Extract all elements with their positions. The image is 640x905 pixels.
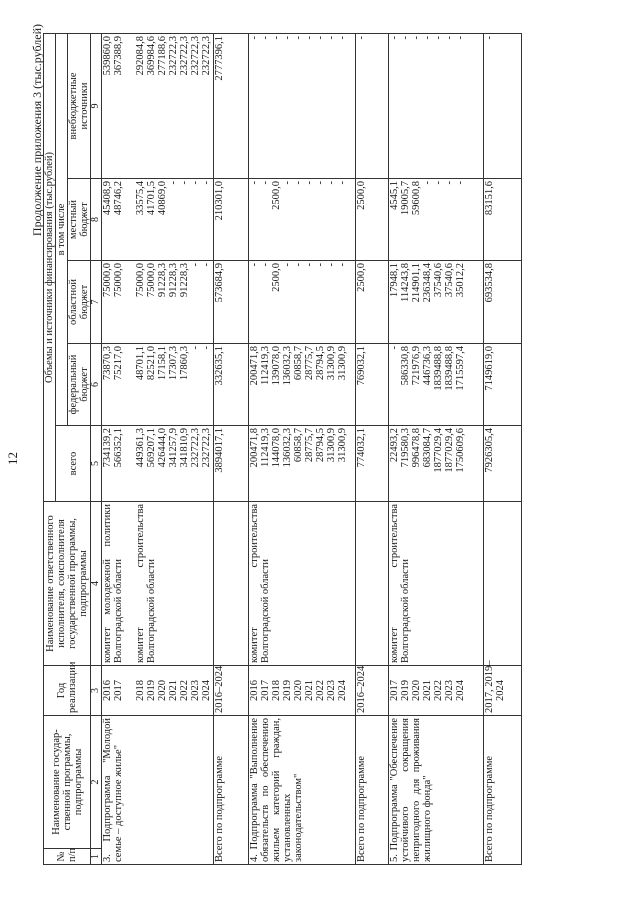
header-funding: Объемы и источники финансирования (тыс.рублей)	[44, 33, 56, 501]
subprogram-name: 5. Подпрограмма "Обеспечение устойчивого сокращения непригодного для проживания жилищного фонда"	[389, 716, 484, 865]
federal-cell: 7149619,0	[484, 344, 522, 426]
regional-cell: 17948,1 114243,8 214901,1 236348,4 37540,6 37540,6 35012,2	[389, 261, 484, 344]
column-number: 1	[91, 849, 102, 865]
column-number: 8	[91, 179, 102, 261]
column-number: 2	[91, 716, 102, 849]
column-number: 9	[91, 33, 102, 178]
header-executor: Наименование ответственного исполнителя, соисполнителя государственной программы, подпрограммы	[44, 502, 91, 666]
local-cell: 2500,0	[356, 179, 389, 261]
extrabudget-cell: - - - - - - -	[389, 33, 484, 178]
years-cell: 2017 2019 2020 2021 2022 2023 2024	[389, 666, 484, 716]
header-year: Год реализации	[44, 666, 91, 716]
column-number-row	[91, 33, 102, 864]
regional-cell: 573684,9	[214, 261, 249, 344]
local-cell: 45408,9 48746,2 33575,4 41701,5 40869,0 - - - -	[102, 179, 214, 261]
extrabudget-cell: -	[484, 33, 522, 178]
header-program-name: Наименование государ- ственной программы, подпрограммы	[44, 716, 91, 849]
header-total: всего	[56, 426, 91, 502]
page-number: 12	[5, 452, 20, 465]
total-cell: 774032,1	[356, 426, 389, 502]
local-cell: 210301,0	[214, 179, 249, 261]
regional-cell: 75000,0 75000,0 75000,0 75000,0 91228,3 91228,3 91228,3 - -	[102, 261, 214, 344]
years-cell: 2016–2024	[356, 666, 389, 716]
executor-text: комитет строительства Волгоградской области	[135, 504, 157, 663]
column-number: 4	[91, 502, 102, 666]
header-regional: областной бюджет	[68, 261, 91, 344]
total-cell: 3894017,1	[214, 426, 249, 502]
federal-cell: 332635,1	[214, 344, 249, 426]
total-cell: 7926305,4	[484, 426, 522, 502]
local-cell: 4545,1 19005,7 59600,8 - - - -	[389, 179, 484, 261]
header-local: местный бюджет	[68, 179, 91, 261]
executor-text: комитет строительства Волгоградской области	[389, 502, 484, 666]
federal-cell: 200471,8 112419,3 139078,0 136032,3 60858,7 28775,7 28794,5 31300,9 31300,9	[249, 344, 356, 426]
total-cell: 734139,2 566352,1 449361,3 569207,1 426444,0 341257,9 341810,9 232722,3 232722,3	[102, 426, 214, 502]
executor-cell	[356, 502, 389, 666]
local-cell: 83151,6	[484, 179, 522, 261]
years-cell: 2016 2017 2018 2019 2020 2021 2022 2023 2024	[249, 666, 356, 716]
extrabudget-cell: -	[356, 33, 389, 178]
funding-table	[43, 33, 522, 865]
subprogram-row	[102, 33, 214, 864]
column-number: 7	[91, 261, 102, 344]
federal-cell: 769032,1	[356, 344, 389, 426]
subtotal-label: Всего по подпрограмме	[214, 716, 249, 865]
extrabudget-cell: - - - - - - - - -	[249, 33, 356, 178]
header-row	[44, 33, 56, 864]
subprogram-row	[389, 33, 484, 864]
federal-cell: 73870,3 75217,0 48701,1 82521,0 17158,1 17307,3 17860,3 - -	[102, 344, 214, 426]
years-cell: 2016 2017 2018 2019 2020 2021 2022 2023 2024	[102, 666, 214, 716]
regional-cell: 693534,8	[484, 261, 522, 344]
header-including: в том числе	[56, 33, 68, 425]
subprogram-name: 3. Подпрограмма "Молодой семье – доступное жилье"	[102, 716, 214, 865]
subtotal-row	[356, 33, 389, 864]
column-number: 5	[91, 426, 102, 502]
subprogram-row	[249, 33, 356, 864]
regional-cell: 2500,0	[356, 261, 389, 344]
continuation-caption: Продолжение приложения 3 (тыс.рублей)	[30, 24, 44, 237]
years-cell: 2016–2024	[214, 666, 249, 716]
subtotal-row	[484, 33, 522, 864]
years-cell: 2017, 2019– 2024	[484, 666, 522, 716]
total-cell: 200471,8 112419,3 144078,0 136032,3 60858,7 28775,7 28794,5 31300,9 31300,9	[249, 426, 356, 502]
total-cell: 22493,2 719580,3 996478,8 683084,7 1877029,4 1877029,4 1750609,6	[389, 426, 484, 502]
federal-cell: - 586330,8 721976,9 446736,3 1839488,8 1839488,8 1715597,4	[389, 344, 484, 426]
executor-text: комитет молодежной политики Волгоградской области	[102, 504, 124, 663]
executor-text: комитет строительства Волгоградской области	[249, 502, 356, 666]
subtotal-label: Всего по подпрограмме	[484, 716, 522, 865]
column-number: 3	[91, 666, 102, 716]
regional-cell: - - 2500,0 - - - - - -	[249, 261, 356, 344]
header-federal: федеральный бюджет	[68, 344, 91, 426]
subprogram-name: 4. Подпрограмма "Выполнение обязательств по обеспечению жильем категорий граждан, установленных законодательством"	[249, 716, 356, 865]
subtotal-row	[214, 33, 249, 864]
executor-cell	[102, 502, 214, 666]
subtotal-label: Всего по подпрограмме	[356, 716, 389, 865]
header-number: № п/п	[44, 849, 91, 865]
extrabudget-cell: 539860,0 367388,9 292084,8 369984,6 277188,6 232722,3 232722,3 232722,3 232722,3	[102, 33, 214, 178]
extrabudget-cell: 2777396,1	[214, 33, 249, 178]
local-cell: - - 2500,0 - - - - - -	[249, 179, 356, 261]
column-number: 6	[91, 344, 102, 426]
header-extrabudget: внебюджетные источники	[68, 33, 91, 178]
executor-cell	[484, 502, 522, 666]
executor-cell	[214, 502, 249, 666]
